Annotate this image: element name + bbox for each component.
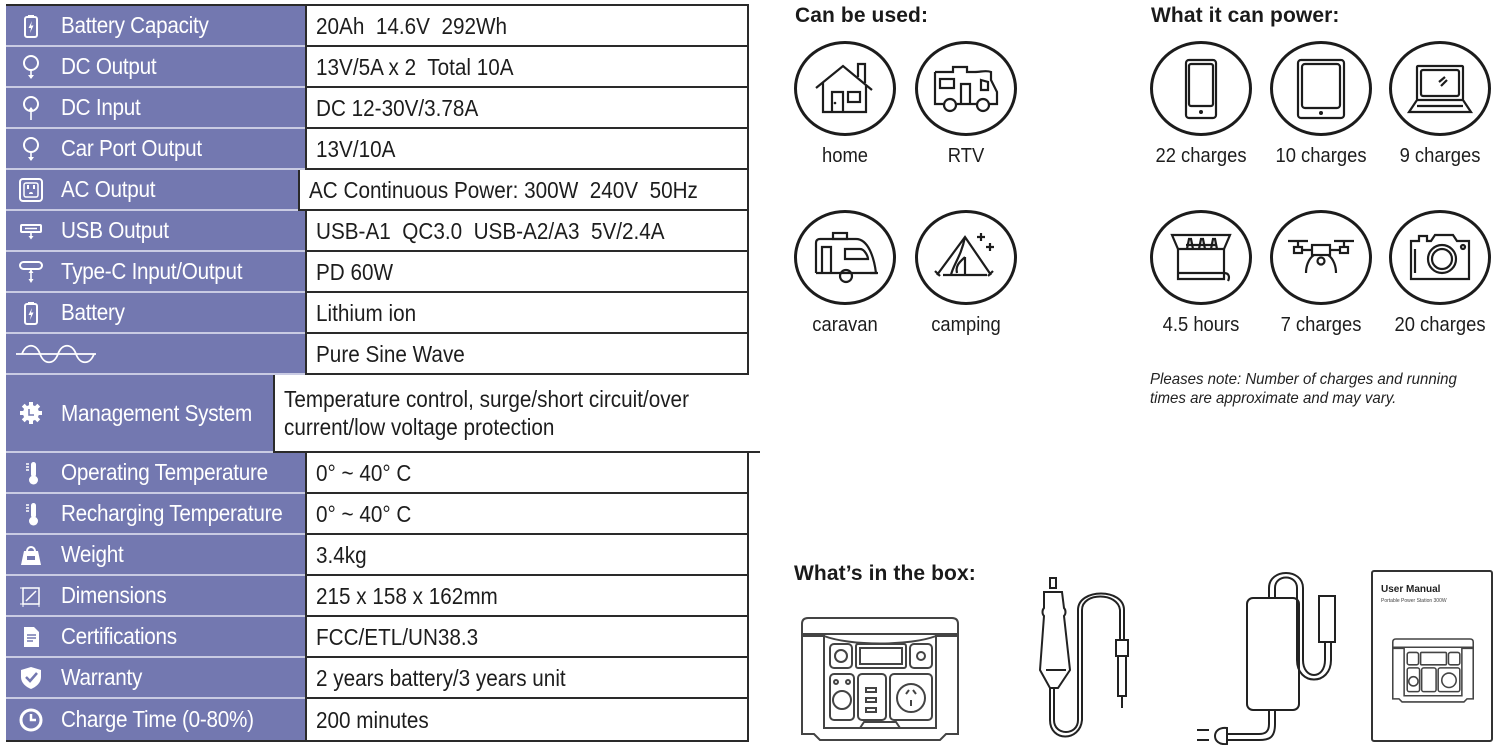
type-c-icon <box>16 258 46 286</box>
use-item-rtv <box>906 41 1026 168</box>
spec-row-waveform <box>6 334 747 375</box>
spec-value: PD 60W <box>316 258 394 285</box>
spec-value: 0° ~ 40° C <box>316 500 412 527</box>
manual-power-station-illustration <box>1381 638 1485 704</box>
spec-row-weight <box>6 535 747 576</box>
drone-icon <box>1286 227 1356 289</box>
spec-label: Management System <box>61 399 253 426</box>
spec-row-warranty <box>6 658 747 699</box>
usb-output-icon <box>16 217 46 245</box>
ac-outlet-icon <box>16 176 46 204</box>
spec-value: AC Continuous Power: 300W 240V 50Hz <box>308 176 698 203</box>
use-item-caravan <box>785 210 905 337</box>
spec-row-management-system <box>6 375 747 453</box>
dc-input-icon <box>16 94 46 122</box>
spec-row-recharging-temperature <box>6 494 747 535</box>
cooler-box-icon <box>1166 227 1236 289</box>
what-it-can-power-heading: What it can power: <box>1151 4 1340 27</box>
thermometer-icon <box>16 459 46 487</box>
spec-row-certifications <box>6 617 747 658</box>
use-item-label: RTV <box>947 145 985 167</box>
spec-row-operating-temperature <box>6 453 747 494</box>
use-item-label: home <box>821 145 869 167</box>
spec-label: AC Output <box>61 176 156 202</box>
approximation-note: Pleases note: Number of charges and running times are approximate and may vary. <box>1150 371 1457 407</box>
spec-row-dc-input <box>6 88 747 129</box>
spec-value: 20Ah 14.6V 292Wh <box>316 12 508 39</box>
motorhome-icon <box>931 58 1001 120</box>
spec-label: DC Output <box>61 53 157 79</box>
power-item-tablet <box>1261 41 1381 168</box>
power-station-icon <box>800 616 960 744</box>
manual-subtitle: Portable Power Station 300W <box>1381 598 1447 604</box>
spec-row-dc-output <box>6 47 747 88</box>
spec-label: Charge Time (0-80%) <box>61 706 254 732</box>
power-item-cooler <box>1141 210 1261 337</box>
spec-value: USB-A1 QC3.0 USB-A2/A3 5V/2.4A <box>316 217 665 244</box>
spec-value: FCC/ETL/UN38.3 <box>316 623 479 650</box>
spec-row-type-c <box>6 252 747 293</box>
spec-value: Pure Sine Wave <box>316 340 465 367</box>
spec-label: USB Output <box>61 217 169 243</box>
whats-in-the-box-heading: What’s in the box: <box>794 562 976 585</box>
spec-label: Certifications <box>61 623 177 649</box>
gear-icon <box>16 399 46 427</box>
use-item-camping <box>906 210 1026 337</box>
power-item-camera <box>1380 210 1500 337</box>
weight-icon <box>16 541 46 569</box>
battery-icon <box>16 12 46 40</box>
ac-adapter-icon <box>1155 560 1345 745</box>
spec-row-ac-output <box>6 170 747 211</box>
spec-value: 13V/5A x 2 Total 10A <box>316 53 514 80</box>
spec-row-car-port-output <box>6 129 747 170</box>
power-item-label: 9 charges <box>1399 145 1481 167</box>
sine-wave-icon <box>16 340 104 368</box>
spec-row-dimensions <box>6 576 747 617</box>
spec-row-charge-time <box>6 699 747 740</box>
spec-label: Dimensions <box>61 582 167 608</box>
camera-icon <box>1405 227 1475 289</box>
clock-icon <box>16 706 46 734</box>
spec-value: Temperature control, surge/short circuit/over current/low voltage protection <box>284 386 690 440</box>
spec-row-battery-capacity <box>6 6 747 47</box>
laptop-icon <box>1405 58 1475 120</box>
power-item-label: 10 charges <box>1275 145 1367 167</box>
spec-label: Battery Capacity <box>61 12 209 38</box>
dimensions-icon <box>16 582 46 610</box>
battery-icon <box>16 299 46 327</box>
tablet-icon <box>1286 58 1356 120</box>
power-item-label: 7 charges <box>1280 314 1362 336</box>
tent-icon <box>931 227 1001 289</box>
power-item-label: 20 charges <box>1394 314 1486 336</box>
spec-value: 13V/10A <box>316 135 396 162</box>
use-item-label: caravan <box>812 314 878 336</box>
spec-value: 0° ~ 40° C <box>316 459 412 486</box>
spec-value: 200 minutes <box>316 706 429 733</box>
power-item-laptop <box>1380 41 1500 168</box>
house-icon <box>810 58 880 120</box>
power-item-smartphone <box>1141 41 1261 168</box>
can-be-used-heading: Can be used: <box>795 4 929 27</box>
spec-label: Operating Temperature <box>61 459 268 485</box>
spec-label: Warranty <box>61 664 143 690</box>
spec-row-battery <box>6 293 747 334</box>
certificate-icon <box>16 623 46 651</box>
spec-value: DC 12-30V/3.78A <box>316 94 479 121</box>
shield-check-icon <box>16 664 46 692</box>
thermometer-icon <box>16 500 46 528</box>
spec-row-usb-output <box>6 211 747 252</box>
spec-value: 2 years battery/3 years unit <box>316 664 566 691</box>
user-manual-icon <box>1371 570 1493 742</box>
spec-label: Car Port Output <box>61 135 202 161</box>
spec-label: DC Input <box>61 94 141 120</box>
caravan-icon <box>810 227 880 289</box>
spec-label: Type-C Input/Output <box>61 258 243 284</box>
power-item-drone <box>1261 210 1381 337</box>
spec-label: Weight <box>61 541 124 567</box>
car-charger-cable-icon <box>1028 570 1148 750</box>
spec-table <box>6 4 749 742</box>
smartphone-icon <box>1166 58 1236 120</box>
use-item-label: camping <box>931 314 1001 336</box>
manual-title: User Manual <box>1381 584 1441 595</box>
power-item-label: 22 charges <box>1155 145 1247 167</box>
dc-output-icon <box>16 53 46 81</box>
spec-value: 3.4kg <box>316 541 367 568</box>
spec-label: Battery <box>61 299 125 325</box>
spec-label: Recharging Temperature <box>61 500 283 526</box>
car-port-icon <box>16 135 46 163</box>
spec-value: Lithium ion <box>316 299 417 326</box>
power-item-label: 4.5 hours <box>1162 314 1240 336</box>
use-item-home <box>785 41 905 168</box>
spec-value: 215 x 158 x 162mm <box>316 582 498 609</box>
